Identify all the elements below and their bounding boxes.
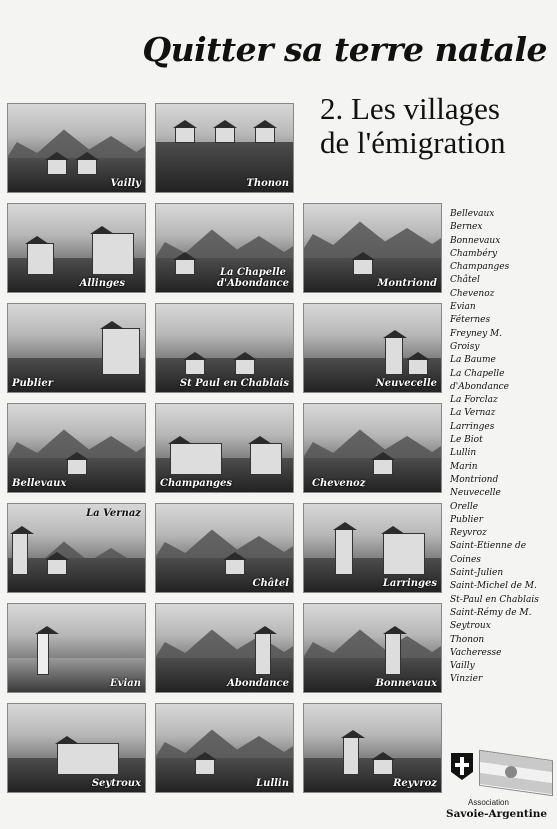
subtitle-line-1: 2. Les villages bbox=[320, 91, 500, 126]
photo-allinges bbox=[8, 204, 145, 292]
village-list-item: La Forclaz bbox=[450, 395, 498, 406]
village-list-item: Larringes bbox=[450, 421, 495, 432]
village-list-item: Saint-Etienne de Coines bbox=[450, 541, 527, 565]
photo-chevenoz bbox=[304, 404, 441, 492]
photo-caption: Lullin bbox=[256, 778, 289, 789]
photo-caption: Vailly bbox=[110, 178, 141, 189]
photo-larringes bbox=[304, 504, 441, 592]
association-logo bbox=[448, 750, 556, 826]
village-list-item: Seytroux bbox=[450, 621, 491, 632]
village-list-item: Neuvecelle bbox=[450, 488, 501, 499]
photo-caption: Publier bbox=[12, 378, 54, 389]
photo-abondance bbox=[156, 604, 293, 692]
photo-bellevaux bbox=[8, 404, 145, 492]
photo-caption: Bonnevaux bbox=[375, 678, 437, 689]
village-list-item: Bernex bbox=[450, 222, 483, 233]
photo-neuvecelle bbox=[304, 304, 441, 392]
village-list-item: Evian bbox=[450, 302, 476, 313]
photo-seytroux bbox=[8, 704, 145, 792]
photo-caption: Châtel bbox=[252, 578, 289, 589]
village-list-item: Saint-Michel de M. bbox=[450, 581, 537, 592]
village-list-item: Groisy bbox=[450, 341, 480, 352]
photo-caption: Evian bbox=[110, 678, 141, 689]
logo-association-label: Association bbox=[468, 798, 509, 807]
village-list-item: Publier bbox=[450, 514, 483, 525]
photo-la-vernaz bbox=[8, 504, 145, 592]
savoie-shield-icon bbox=[451, 753, 473, 780]
village-list-item: La Vernaz bbox=[450, 408, 496, 419]
photo-champanges bbox=[156, 404, 293, 492]
photo-caption: Thonon bbox=[246, 178, 289, 189]
village-list-item: Vailly bbox=[450, 661, 475, 672]
village-list-item: Châtel bbox=[450, 275, 480, 286]
photo-vailly bbox=[8, 104, 145, 192]
village-list-item: Vinzier bbox=[450, 674, 483, 685]
photo-caption: Allinges bbox=[79, 278, 125, 289]
photo-thonon bbox=[156, 104, 293, 192]
village-list-item: Freyney M. bbox=[450, 328, 503, 339]
photo-caption: St Paul en Chablais bbox=[179, 378, 289, 389]
photo-la-chapelle-d-abondance bbox=[156, 204, 293, 292]
photo-evian bbox=[8, 604, 145, 692]
photo-caption: Reyvroz bbox=[393, 778, 437, 789]
village-list-item: Bellevaux bbox=[450, 209, 495, 219]
village-list-item: Orelle bbox=[450, 501, 479, 512]
village-list-item: Thonon bbox=[450, 634, 485, 645]
village-list-item: Marin bbox=[450, 461, 478, 472]
village-list-item: Vacheresse bbox=[450, 647, 502, 658]
village-list-item: Saint-Rémy de M. bbox=[450, 607, 532, 618]
photo-caption: Bellevaux bbox=[12, 478, 67, 489]
photo-caption: Larringes bbox=[382, 578, 437, 589]
photo-publier bbox=[8, 304, 145, 392]
photo-caption: La Chapelle d'Abondance bbox=[217, 267, 289, 289]
village-list-item: Saint-Julien bbox=[450, 568, 504, 579]
village-list-item: Reyvroz bbox=[450, 528, 487, 539]
photo-reyvroz bbox=[304, 704, 441, 792]
page-title: Quitter sa terre natale bbox=[142, 30, 547, 69]
photo-lullin bbox=[156, 704, 293, 792]
village-list-item: St-Paul en Chablais bbox=[450, 594, 539, 605]
village-list-item: Montriond bbox=[450, 474, 499, 485]
photo-caption: Chevenoz bbox=[312, 478, 366, 489]
village-list-item: Féternes bbox=[450, 315, 491, 326]
section-subtitle bbox=[320, 92, 550, 160]
photo-caption: Abondance bbox=[227, 678, 289, 689]
village-list-item: Le Biot bbox=[450, 435, 483, 446]
photo-caption: Montriond bbox=[377, 278, 437, 289]
photo-chatel bbox=[156, 504, 293, 592]
village-list-item: Chambéry bbox=[450, 248, 498, 259]
logo-name: Savoie-Argentine bbox=[446, 808, 548, 820]
photo-caption: Neuvecelle bbox=[375, 378, 437, 389]
village-list bbox=[450, 208, 557, 687]
photo-caption: Champanges bbox=[160, 478, 233, 489]
village-list-item: La Chapelle d'Abondance bbox=[450, 368, 510, 392]
village-list-item: Lullin bbox=[450, 448, 477, 459]
village-list-item: Bonnevaux bbox=[450, 235, 501, 246]
photo-bonnevaux bbox=[304, 604, 441, 692]
photo-st-paul-en-chablais bbox=[156, 304, 293, 392]
village-list-item: La Baume bbox=[450, 355, 496, 366]
photo-caption: La Vernaz bbox=[86, 508, 141, 519]
subtitle-line-2: de l'émigration bbox=[320, 125, 506, 160]
photo-montriond bbox=[304, 204, 441, 292]
village-list-item: Champanges bbox=[450, 262, 510, 273]
sun-icon bbox=[505, 766, 517, 778]
village-list-item: Chevenoz bbox=[450, 288, 495, 299]
photo-caption: Seytroux bbox=[91, 778, 141, 789]
